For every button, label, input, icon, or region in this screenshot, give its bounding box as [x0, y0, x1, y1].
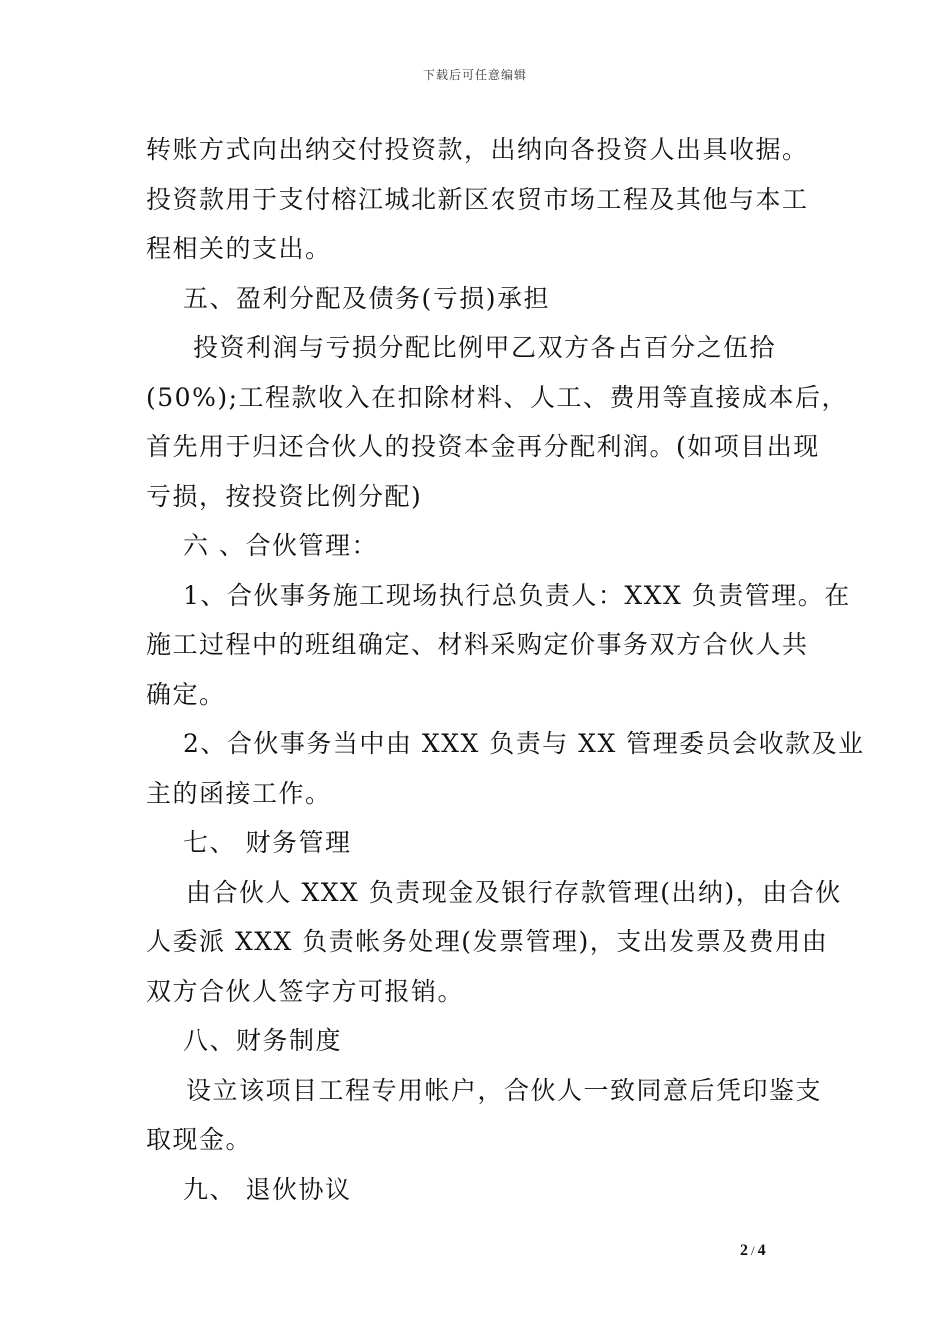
body-line: 确定。 — [146, 679, 226, 709]
section-heading-9: 九、 退伙协议 — [183, 1174, 352, 1204]
body-line: 双方合伙人签字方可报销。 — [146, 976, 465, 1006]
page-header: 下载后可任意编辑 — [422, 68, 527, 82]
body-line: 投资利润与亏损分配比例甲乙双方各占百分之伍拾 — [193, 333, 777, 362]
body-line: 投资款用于支付榕江城北新区农贸市场工程及其他与本工 — [146, 184, 809, 214]
body-line: (50%);工程款收入在扣除材料、人工、费用等直接成本后， — [146, 382, 848, 412]
body-line: 由合伙人 XXX 负责现金及银行存款管理(出纳)，由合伙 — [186, 877, 842, 907]
body-line: 施工过程中的班组确定、材料采购定价事务双方合伙人共 — [146, 630, 809, 659]
page-total: 4 — [757, 1242, 766, 1259]
body-line: 亏损，按投资比例分配) — [146, 481, 423, 511]
body-line: 取现金。 — [146, 1125, 253, 1154]
body-line: 1、合伙事务施工现场执行总负责人：XXX 负责管理。在 — [183, 580, 851, 610]
document-body — [146, 125, 865, 1214]
page-number — [740, 1242, 766, 1260]
body-line: 人委派 XXX 负责帐务处理(发票管理)，支出发票及费用由 — [146, 927, 829, 956]
page-separator: / — [751, 1243, 755, 1258]
section-heading-8: 八、财务制度 — [183, 1026, 343, 1055]
section-heading-6: 六 、合伙管理： — [183, 531, 378, 560]
body-line: 主的函接工作。 — [146, 778, 332, 808]
page-current: 2 — [740, 1242, 748, 1259]
section-heading-5: 五、盈利分配及债务(亏损)承担 — [183, 283, 551, 313]
body-line: 设立该项目工程专用帐户，合伙人一致同意后凭印鉴支 — [186, 1075, 823, 1105]
section-heading-7: 七、 财务管理 — [183, 828, 352, 857]
body-line: 首先用于归还合伙人的投资本金再分配利润。(如项目出现 — [146, 432, 820, 461]
body-line: 程相关的支出。 — [146, 234, 332, 263]
body-line: 转账方式向出纳交付投资款，出纳向各投资人出具收据。 — [146, 135, 809, 164]
body-line: 2、合伙事务当中由 XXX 负责与 XX 管理委员会收款及业 — [183, 729, 865, 758]
